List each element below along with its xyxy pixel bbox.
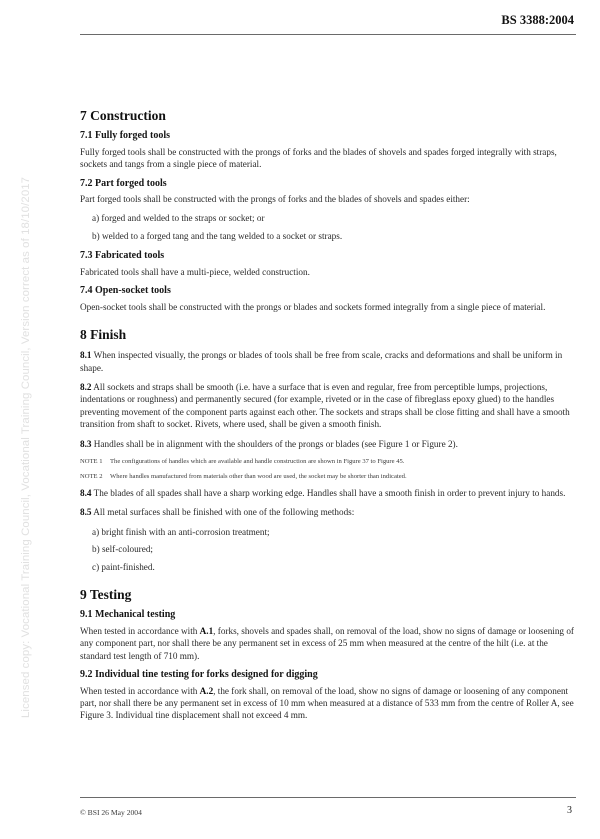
clause-9-2-text-start: When tested in accordance with xyxy=(80,685,200,696)
footer-rule xyxy=(80,797,576,798)
clause-7-4-heading: 7.4 Open-socket tools xyxy=(80,285,171,297)
note-1-label: NOTE 1 xyxy=(80,458,103,466)
clause-8-4-text: The blades of all spades shall have a sharp working edge. Handles shall have a smooth finish in order to prevent injury to hands. xyxy=(91,488,566,499)
note-1 xyxy=(80,457,576,467)
note-2 xyxy=(80,472,576,482)
clause-8-5-item-b: b) self-coloured; xyxy=(92,544,153,555)
clause-7-1-heading: 7.1 Fully forged tools xyxy=(80,130,170,142)
clause-8-5 xyxy=(80,506,576,518)
clause-7-3-heading: 7.3 Fabricated tools xyxy=(80,250,165,262)
clause-8-5-item-c: c) paint-finished. xyxy=(92,561,155,572)
clause-9-1-text xyxy=(80,625,576,662)
clause-7-2-heading: 7.2 Part forged tools xyxy=(80,177,167,189)
clause-8-2-number: 8.2 xyxy=(80,382,92,393)
clause-8-3-text: Handles shall be in alignment with the shoulders of the prongs or blades (see Figure 1 or Figure 2). xyxy=(91,438,458,449)
clause-8-3 xyxy=(80,438,576,450)
clause-8-5-text: All metal surfaces shall be finished with one of the following methods: xyxy=(91,507,355,518)
section-7-heading: 7 Construction xyxy=(80,108,166,123)
clause-9-2-heading: 9.2 Individual tine testing for forks designed for digging xyxy=(80,669,318,680)
page-number: 3 xyxy=(567,805,572,816)
clause-8-5-item-a: a) bright finish with an anti-corrosion treatment; xyxy=(92,526,270,537)
clause-8-1-text: When inspected visually, the prongs or blades of tools shall be free from scale, cracks and deformations and shall be uniform in shape. xyxy=(80,350,563,373)
clause-7-2-item-b: b) welded to a forged tang and the tang welded to a socket or straps. xyxy=(92,230,343,241)
clause-9-2-annex-ref: A.2 xyxy=(199,685,214,696)
clause-8-3-number: 8.3 xyxy=(80,438,92,449)
section-9-heading: 9 Testing xyxy=(80,587,132,603)
license-watermark: Licensed copy: Vocational Training Council, Vocational Training Council, Version correct as of 18/10/2017 xyxy=(20,176,32,718)
note-1-text: The configurations of handles which are available and handle construction are shown in Figure 37 to Figure 45. xyxy=(110,458,405,466)
clause-8-5-number: 8.5 xyxy=(80,507,92,518)
clause-9-1-heading: 9.1 Mechanical testing xyxy=(80,609,176,621)
clause-7-2-item-a: a) forged and welded to the straps or socket; or xyxy=(92,213,265,224)
clause-8-2-text: All sockets and straps shall be smooth (i.e. have a surface that is even and regular, free from perceptible lumps, projections, indentations or roughness) and permanently secured (for example, riveted or in the case of fibreglass epoxy glued) to the handles preventing movement of the component parts against each other. The sockets and straps shall be close fitting and shall have a smooth transition from shaft to socket. Rivets, where used, shall be given a smooth finish. xyxy=(80,382,570,430)
clause-7-3-text: Fabricated tools shall have a multi-piece, welded construction. xyxy=(80,266,310,277)
note-2-text: Where handles manufactured from materials other than wood are used, the socket may be shorter than indicated. xyxy=(110,473,407,481)
section-8-heading: 8 Finish xyxy=(80,327,127,343)
header-rule xyxy=(80,34,576,35)
clause-9-2-text xyxy=(80,685,576,722)
standard-reference: BS 3388:2004 xyxy=(501,13,574,27)
clause-8-1-number: 8.1 xyxy=(80,350,92,361)
clause-9-2-text-end: , the fork shall, on removal of the load, show no signs of damage or loosening of any component part, nor shall there be any permanent set in excess of 10 mm when measured at a distance of 533 mm from the centre of Roller A, see Figure 3. Individual tine displacement shall not exceed 4 mm. xyxy=(80,685,574,721)
clause-9-1-text-start: When tested in accordance with xyxy=(80,625,200,636)
page-content xyxy=(80,108,576,729)
clause-8-4 xyxy=(80,487,576,499)
clause-9-1-annex-ref: A.1 xyxy=(199,625,214,636)
clause-8-4-number: 8.4 xyxy=(80,488,92,499)
clause-7-4-text: Open-socket tools shall be constructed with the prongs or blades and sockets formed integrally from a single piece of material. xyxy=(80,301,546,312)
clause-9-1-text-end: , forks, shovels and spades shall, on removal of the load, show no signs of damage or loosening of any component part, nor shall there be any permanent set in excess of 25 mm when measured at the centre of the hilt (i.e. at the standard test length of 710 mm). xyxy=(80,625,574,661)
clause-7-1-text: Fully forged tools shall be constructed with the prongs of forks and the blades of shovels and spades forged integrally with straps, sockets and tangs from a single piece of material. xyxy=(80,146,557,170)
clause-7-2-text: Part forged tools shall be constructed with the prongs of forks and the blades of shovels and spades either: xyxy=(80,194,470,204)
note-2-label: NOTE 2 xyxy=(80,473,103,481)
clause-8-2 xyxy=(80,381,576,431)
footer-copyright: © BSI 26 May 2004 xyxy=(80,808,142,817)
clause-8-1 xyxy=(80,349,576,374)
